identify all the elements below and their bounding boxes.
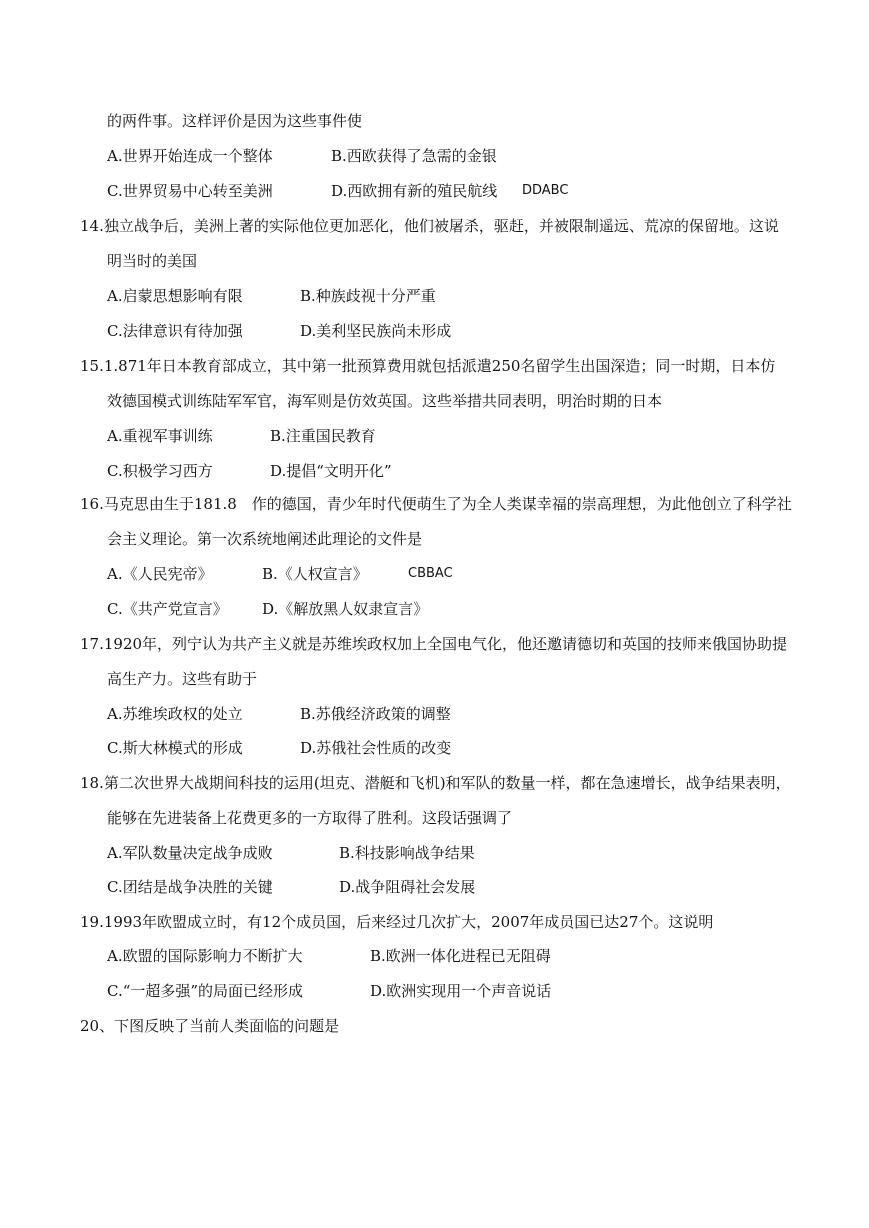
q18-option-b: B.科技影响战争结果 [339, 844, 475, 862]
q13-stem-continuation: 的两件事。这样评价是因为这些事件使 [107, 112, 363, 130]
q15-stem-line-2: 效德国模式训练陆军军官，海军则是仿效英国。这些举措共同表明，明治时期的日本 [107, 392, 663, 410]
q16-option-a: A.《人民宪帝》 [107, 565, 213, 583]
q19-option-b: B.欧洲一体化进程已无阻碍 [370, 947, 551, 965]
q13-option-d: D.西欧拥有新的殖民航线 [331, 182, 498, 200]
q16-option-c: C.《共产党宣言》 [107, 600, 228, 618]
q13-answer-note: DDABC [522, 183, 569, 198]
q20-stem-line-1: 20、下图反映了当前人类面临的问题是 [80, 1017, 340, 1035]
q16-option-d: D.《解放黑人奴隶宣言》 [262, 600, 429, 618]
q14-stem-line-2: 明当时的美国 [107, 252, 198, 270]
q19-option-d: D.欧洲实现用一个声音说话 [370, 982, 552, 1000]
q13-option-c: C.世界贸易中心转至美洲 [107, 182, 273, 200]
q18-stem-line-2: 能够在先进装备上花费更多的一方取得了胜利。这段话强调了 [107, 809, 513, 827]
q14-option-d: D.美利坚民族尚未形成 [300, 322, 452, 340]
q19-option-a: A.欧盟的国际影响力不断扩大 [107, 947, 303, 965]
q15-stem-line-1: 15.1.871年日本教育部成立，其中第一批预算费用就包括派遣250名留学生出国深造；同一时期，日本仿 [80, 357, 776, 375]
q16-answer-note: CBBAC [408, 566, 453, 581]
q14-option-c: C.法律意识有待加强 [107, 322, 243, 340]
q17-option-c: C.斯大林模式的形成 [107, 739, 243, 757]
q15-option-b: B.注重国民教育 [270, 427, 376, 445]
q13-option-b: B.西欧获得了急需的金银 [331, 147, 497, 165]
q14-option-a: A.启蒙思想影响有限 [107, 287, 243, 305]
q17-option-a: A.苏维埃政权的处立 [107, 705, 243, 723]
q14-stem-line-1: 14.独立战争后，美洲上著的实际他位更加恶化，他们被屠杀，驱赶，并被限制遥远、荒凉的保留地。这说 [80, 217, 779, 235]
q13-option-a: A.世界开始连成一个整体 [107, 147, 273, 165]
q18-stem-line-1: 18.第二次世界大战期间科技的运用(坦克、潜艇和飞机)和军队的数量一样，都在急速增长，战争结果表明， [80, 774, 791, 792]
q16-option-b: B.《人权宣言》 [262, 565, 368, 583]
q19-stem-line-1: 19.1993年欧盟成立时，有12个成员国，后来经过几次扩大，2007年成员国已达27个。这说明 [80, 913, 714, 931]
q17-option-b: B.苏俄经济政策的调整 [300, 705, 451, 723]
q18-option-a: A.军队数量决定战争成败 [107, 844, 273, 862]
q16-stem-line-1: 16.马克思由生于181.8 作的德国，青少年时代便萌生了为全人类谋幸福的崇高理想，为此他创立了科学社 [80, 495, 792, 513]
q18-option-c: C.团结是战争决胜的关键 [107, 878, 273, 896]
q15-option-d: D.提倡“文明开化” [270, 462, 392, 480]
q17-stem-line-2: 高生产力。这些有助于 [107, 670, 258, 688]
q15-option-c: C.积极学习西方 [107, 462, 213, 480]
q17-option-d: D.苏俄社会性质的改变 [300, 739, 452, 757]
q17-stem-line-1: 17.1920年，列宁认为共产主义就是苏维埃政权加上全国电气化，他还邀请德切和英国的技师来俄国协助提 [80, 635, 788, 653]
q16-stem-line-2: 会主义理论。第一次系统地阐述此理论的文件是 [107, 530, 423, 548]
q18-option-d: D.战争阻碍社会发展 [339, 878, 476, 896]
q19-option-c: C.“一超多强”的局面已经形成 [107, 982, 304, 1000]
q14-option-b: B.种族歧视十分严重 [300, 287, 436, 305]
q15-option-a: A.重视军事训练 [107, 427, 213, 445]
